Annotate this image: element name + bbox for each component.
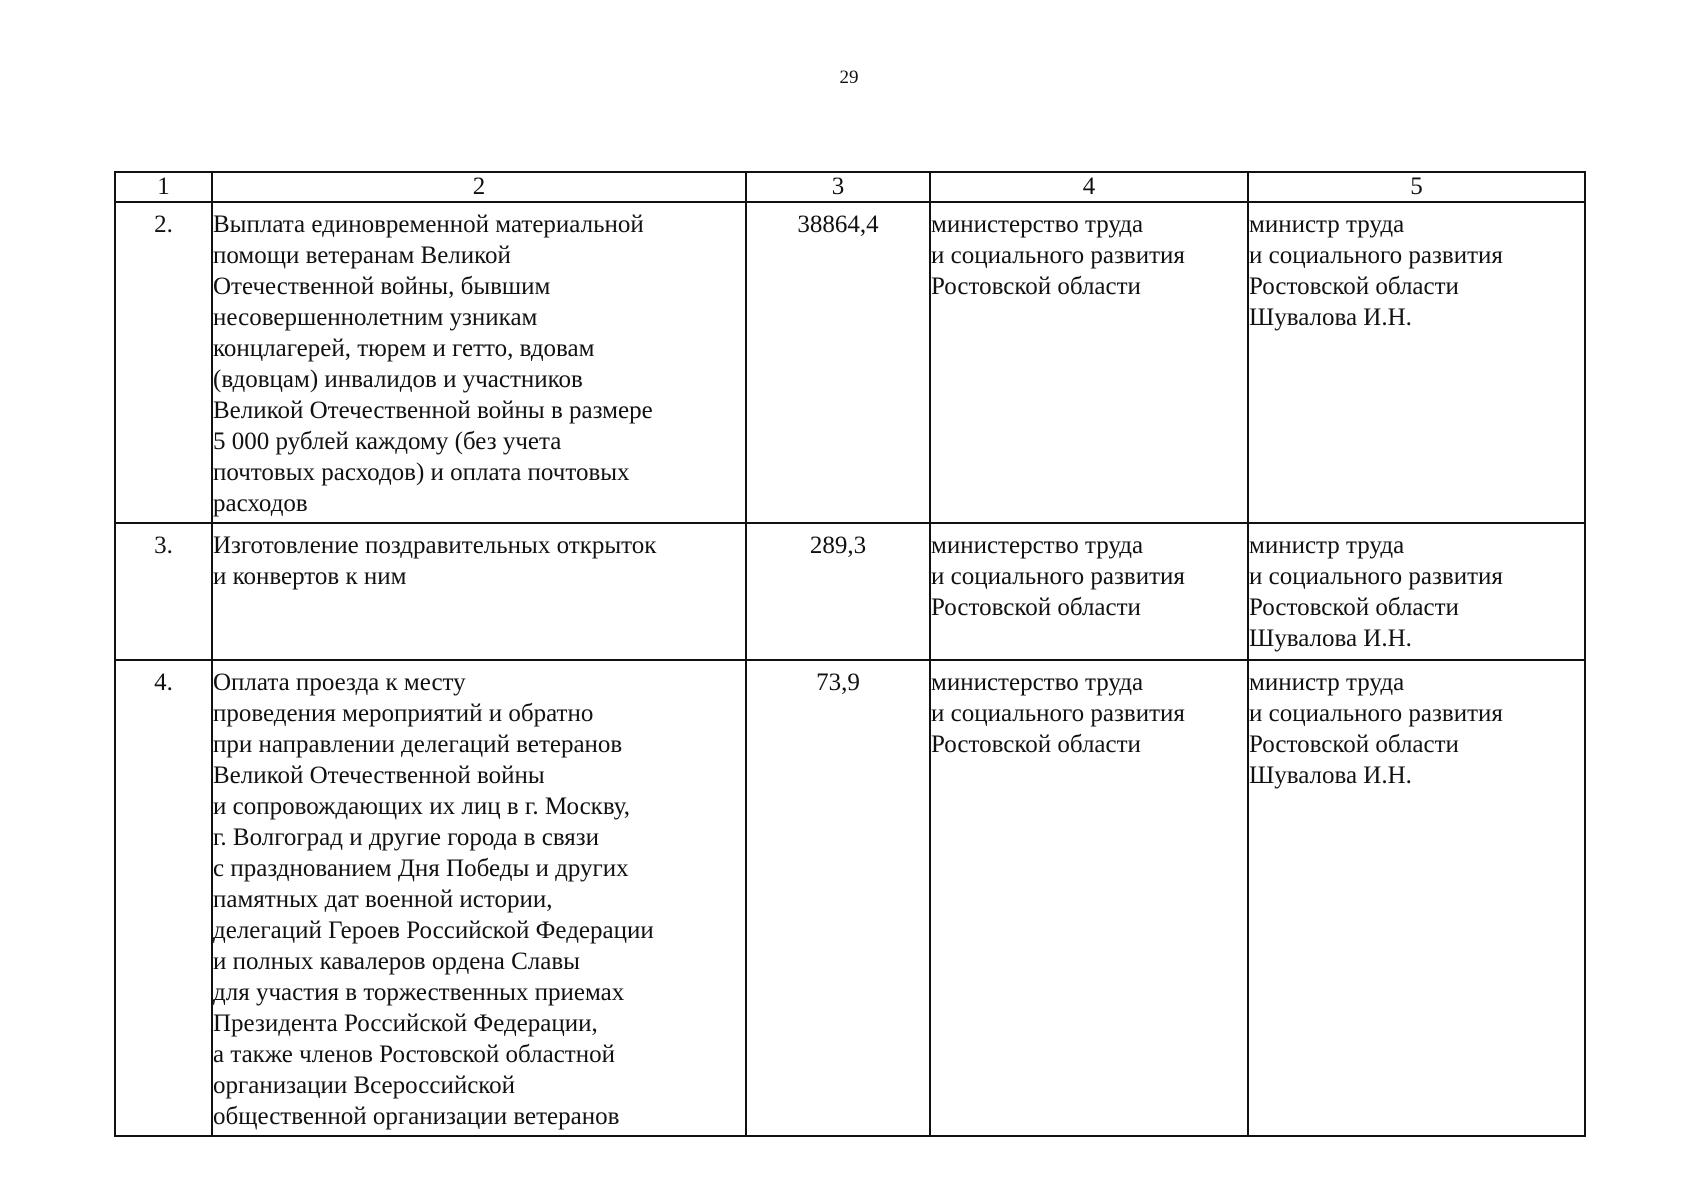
description-line: Президента Российской Федерации, [213, 1010, 598, 1037]
row-organization [930, 523, 1248, 660]
row-responsible [1248, 660, 1585, 1136]
responsible-line: и социального развития [1249, 242, 1503, 269]
description-line: почтовых расходов) и оплата почтовых [213, 459, 630, 486]
row-amount: 38864,4 [746, 202, 930, 523]
table-header-row [115, 172, 1585, 202]
description-line: и полных кавалеров ордена Славы [213, 948, 580, 975]
description-line: и сопровождающих их лиц в г. Москву, [213, 793, 631, 820]
table-row [115, 202, 1585, 523]
description-line: Выплата единовременной материальной [213, 211, 644, 238]
responsible-line: и социального развития [1249, 563, 1503, 590]
row-amount: 289,3 [746, 523, 930, 660]
organization-line: министерство труда [931, 532, 1144, 559]
description-line: концлагерей, тюрем и гетто, вдовам [213, 335, 595, 362]
column-header-2: 2 [212, 172, 746, 202]
description-line: Оплата проезда к месту [213, 669, 466, 696]
measures-table [114, 171, 1586, 1137]
column-header-5: 5 [1248, 172, 1585, 202]
responsible-line: Шувалова И.Н. [1249, 625, 1412, 652]
description-line: а также членов Ростовской областной [213, 1041, 615, 1068]
description-line: делегаций Героев Российской Федерации [213, 917, 654, 944]
row-responsible [1248, 202, 1585, 523]
table-row [115, 523, 1585, 660]
description-line: общественной организации ветеранов [213, 1103, 620, 1130]
description-line: с празднованием Дня Победы и других [213, 855, 629, 882]
responsible-line: министр труда [1249, 669, 1405, 696]
description-line: для участия в торжественных приемах [213, 979, 625, 1006]
column-header-4: 4 [930, 172, 1248, 202]
description-line: проведения мероприятий и обратно [213, 700, 594, 727]
description-line: при направлении делегаций ветеранов [213, 731, 623, 758]
row-number: 3. [115, 523, 212, 660]
row-responsible [1248, 523, 1585, 660]
organization-line: министерство труда [931, 669, 1144, 696]
row-description [212, 523, 746, 660]
page-number: 29 [839, 67, 859, 88]
description-line: (вдовцам) инвалидов и участников [213, 366, 583, 393]
description-line: 5 000 рублей каждому (без учета [213, 428, 562, 455]
responsible-line: Ростовской области [1249, 731, 1459, 758]
organization-line: Ростовской области [931, 273, 1141, 300]
row-description [212, 202, 746, 523]
description-line: и конвертов к ним [213, 563, 407, 590]
description-line: помощи ветеранам Великой [213, 242, 511, 269]
description-line: Отечественной войны, бывшим [213, 273, 551, 300]
row-amount: 73,9 [746, 660, 930, 1136]
column-header-1: 1 [115, 172, 212, 202]
organization-line: Ростовской области [931, 731, 1141, 758]
description-line: несовершеннолетним узникам [213, 304, 538, 331]
table-body [115, 202, 1585, 1136]
description-line: памятных дат военной истории, [213, 886, 553, 913]
responsible-line: Ростовской области [1249, 273, 1459, 300]
organization-line: и социального развития [931, 563, 1185, 590]
column-header-3: 3 [746, 172, 930, 202]
responsible-line: и социального развития [1249, 700, 1503, 727]
organization-line: Ростовской области [931, 594, 1141, 621]
row-number: 4. [115, 660, 212, 1136]
description-line: организации Всероссийской [213, 1072, 516, 1099]
responsible-line: министр труда [1249, 532, 1405, 559]
responsible-line: Ростовской области [1249, 594, 1459, 621]
responsible-line: Шувалова И.Н. [1249, 762, 1412, 789]
organization-line: и социального развития [931, 700, 1185, 727]
description-line: Великой Отечественной войны [213, 762, 545, 789]
description-line: Великой Отечественной войны в размере [213, 397, 653, 424]
row-organization [930, 660, 1248, 1136]
description-line: Изготовление поздравительных открыток [213, 532, 657, 559]
description-line: расходов [213, 490, 308, 517]
table-row [115, 660, 1585, 1136]
row-description [212, 660, 746, 1136]
row-number: 2. [115, 202, 212, 523]
description-line: г. Волгоград и другие города в связи [213, 824, 600, 851]
organization-line: министерство труда [931, 211, 1144, 238]
organization-line: и социального развития [931, 242, 1185, 269]
row-organization [930, 202, 1248, 523]
responsible-line: Шувалова И.Н. [1249, 304, 1412, 331]
responsible-line: министр труда [1249, 211, 1405, 238]
